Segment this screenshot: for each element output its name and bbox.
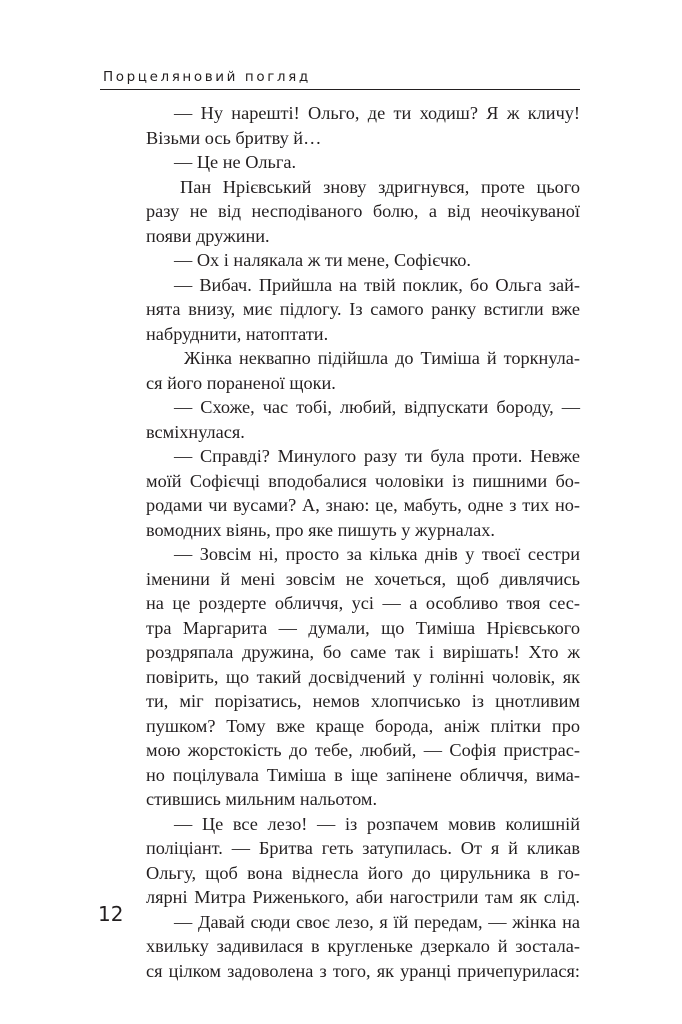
text-line: Візьми ось бритву й… — [146, 127, 322, 148]
text-line: роздряпала дружина, бо саме так і вирішать! Хто ж — [146, 642, 580, 662]
text-line: — Схоже, час тобі, любий, відпускати бороду, — — [174, 397, 580, 417]
text-line: хвильку задивилася в кругленьке дзеркало й зостала- — [146, 936, 580, 956]
text-line: нята внизу, миє підлогу. Із самого ранку встигли вже — [146, 299, 580, 319]
text-line: — Давай сюди своє лезо, я їй передам, — жінка на — [174, 911, 580, 932]
text-line: іменини й мені зовсім не хочеться, щоб дивлячись — [146, 568, 580, 589]
text-line: пушком? Тому вже краще борода, аніж плітки про — [146, 715, 580, 736]
text-line: стившись мильним нальотом. — [146, 789, 378, 809]
text-line: Ольгу, щоб вона віднесла його до цирульника в го- — [146, 862, 580, 883]
text-line: повірить, що такий досвідчений у голінні чоловік, як — [146, 666, 580, 687]
text-line: — Ну нарешті! Ольго, де ти ходиш? Я ж кличу! — [174, 103, 580, 123]
text-line: на це роздерте обличчя, усі — а особливо твоя сес- — [146, 593, 580, 613]
page-number: 12 — [98, 902, 124, 926]
text-line: — Зовсім ні, просто за кілька днів у твоєї сестри — [174, 544, 580, 564]
body-text — [146, 101, 580, 983]
text-line: — Це все лезо! — із розпачем мовив колишній — [174, 813, 580, 834]
text-line: лярні Митра Риженького, аби нагострили там як слід. — [146, 887, 580, 907]
running-head: Порцеляновий погляд — [103, 69, 311, 85]
text-line: — Це не Ольга. — [174, 152, 297, 172]
text-line: — Вибач. Прийшла на твій поклик, бо Ольга зай- — [174, 274, 580, 295]
text-line: — Справді? Минулого разу ти була проти. Невже — [174, 446, 580, 466]
text-line: Пан Нрієвський знову здригнувся, проте цього — [180, 176, 580, 197]
header-rule — [100, 89, 580, 90]
text-line: родами чи вусами? А, знаю: це, мабуть, одне з тих но- — [146, 495, 580, 515]
text-line: мою жорстокість до тебе, любий, — Софія пристрас- — [146, 740, 580, 760]
text-line: разу не від несподіваного болю, а від неочікуваної — [146, 201, 580, 221]
text-line: ся цілком задоволена з того, як уранці причепурилася: — [146, 960, 580, 981]
text-line: Жінка неквапно підійшла до Тиміша й торкнула- — [184, 348, 580, 368]
text-line: вомодних віянь, про яке пишуть у журналах. — [146, 519, 495, 540]
text-line: моїй Софієчці вподобалися чоловіки із пишними бо- — [146, 470, 580, 491]
text-line: ти, міг порізатись, немов хлопчисько із цнотливим — [146, 691, 580, 711]
text-line: появи дружини. — [146, 225, 270, 246]
text-line: ся його пораненої щоки. — [146, 372, 336, 393]
text-line: но поцілувала Тиміша в іще запінене обличчя, вима- — [146, 764, 580, 785]
text-line: — Ох і налякала ж ти мене, Софієчко. — [174, 250, 471, 270]
text-line: набруднити, натоптати. — [146, 323, 329, 344]
text-line: всміхнулася. — [146, 421, 245, 442]
text-line: поліціант. — Бритва геть затупилась. От я й кликав — [146, 838, 580, 858]
text-line: тра Маргарита — думали, що Тиміша Нрієвського — [146, 617, 580, 638]
